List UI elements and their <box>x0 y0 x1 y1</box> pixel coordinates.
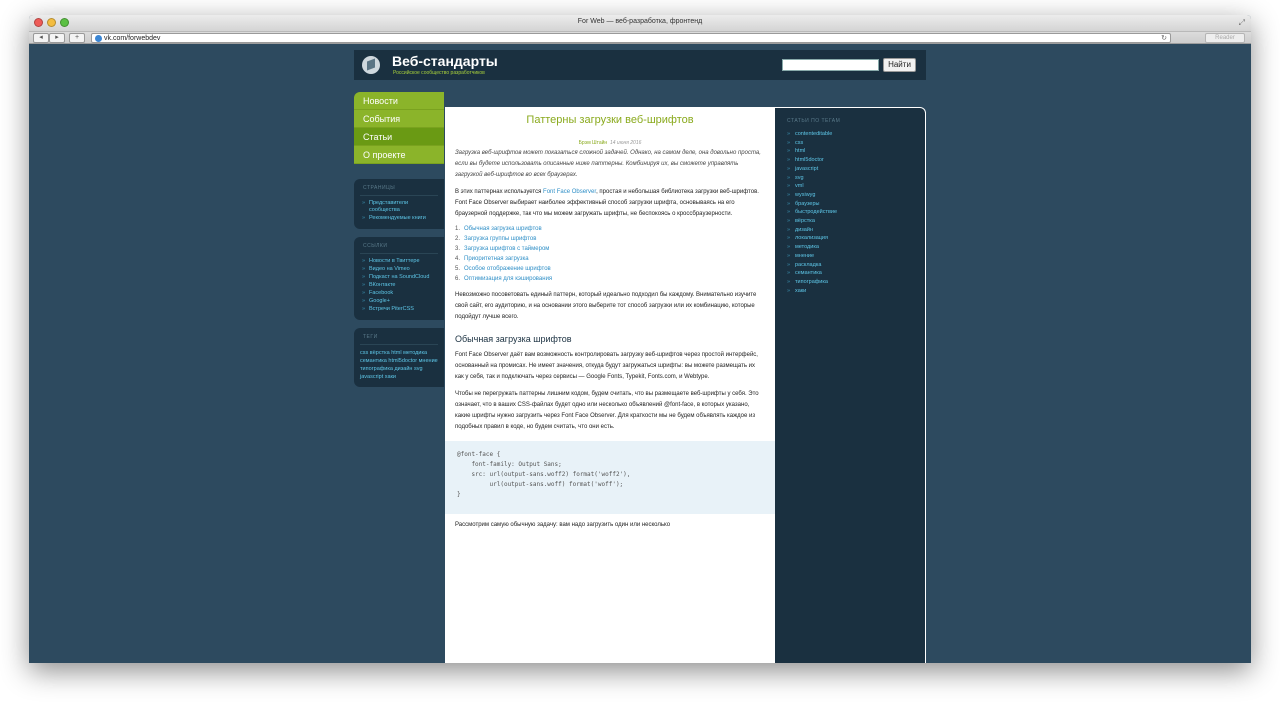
toc-item[interactable]: 6. Оптимизация для кэширования <box>455 276 553 282</box>
article <box>445 107 775 663</box>
reader-button[interactable]: Reader <box>1205 33 1245 43</box>
article-date: 14 июня 2016 <box>609 140 642 146</box>
tag-link[interactable]: » раскладка <box>787 261 913 270</box>
tag-link[interactable]: » contenteditable <box>787 130 913 139</box>
toc-item[interactable]: 4. Приоритетная загрузка <box>455 256 529 262</box>
links-link[interactable]: » Facebook <box>360 290 438 297</box>
right-sidebar <box>775 107 926 663</box>
site-title[interactable]: Веб-стандарты <box>392 53 498 69</box>
nav-articles[interactable]: Статьи <box>354 128 444 146</box>
address-bar[interactable] <box>91 33 1171 43</box>
address-url: vk.com/forwebdev <box>104 35 161 42</box>
links-box <box>354 237 444 320</box>
tag-link[interactable]: » css <box>787 139 913 148</box>
tags-box <box>354 328 444 387</box>
back-button[interactable]: ◂ <box>33 33 49 43</box>
toc-item[interactable]: 1. Обычная загрузка шрифтов <box>455 226 542 232</box>
tag-link[interactable]: » дизайн <box>787 226 913 235</box>
article-title: Паттерны загрузки веб-шрифтов <box>526 114 694 126</box>
tag-link[interactable]: » html <box>787 147 913 156</box>
tag-cloud[interactable]: css вёрстка html методика семантика html5doctor мнение типографика дизайн svg javascript хаки <box>360 350 438 380</box>
article-paragraph: В этих паттернах используется Font Face Observer, простая и небольшая библиотека загрузки веб-шрифтов. Font Face Observer выбирает наиболее эффективный способ загрузки шрифта, основываясь на его браузерной поддержке, так что мы можем загружать шрифты, не беспокоясь о кроссбраузерности. <box>455 189 759 217</box>
left-sidebar <box>354 92 444 387</box>
tag-link[interactable]: » быстродействие <box>787 208 913 217</box>
web-page <box>29 45 1251 663</box>
nav-news[interactable]: Новости <box>354 92 444 110</box>
links-link[interactable]: » Встречи PiterCSS <box>360 306 438 313</box>
tag-link[interactable]: » методика <box>787 243 913 252</box>
forward-button[interactable]: ▸ <box>49 33 65 43</box>
links-link[interactable]: » Подкаст на SoundCloud <box>360 274 438 281</box>
article-paragraph: Рассмотрим самую обычную задачу: вам надо загрузить один или несколько <box>455 522 671 528</box>
nav-about[interactable]: О проекте <box>354 146 444 164</box>
pages-link[interactable]: » Рекомендуемые книги <box>360 215 438 222</box>
pages-box <box>354 179 444 229</box>
tags-sidebar-title: СТАТЬИ ПО ТЕГАМ <box>787 118 841 124</box>
article-lead: Загрузка веб-шрифтов может показаться сложной задачей. Однако, на самом деле, она довольно проста, если вы будете использовать описанные ниже паттерны. Комбинируя их, вы сможете управлять загрузкой веб-шрифтов во всех браузерах. <box>455 150 761 178</box>
toc-item[interactable]: 2. Загрузка группы шрифтов <box>455 236 537 242</box>
article-author[interactable]: Брэм Штайн <box>578 140 608 146</box>
article-meta <box>445 140 775 146</box>
pages-box-title: СТРАНИЦЫ <box>360 183 438 196</box>
title-bar <box>29 15 1251 32</box>
site-subtitle: Российское сообщество разработчиков <box>393 70 485 76</box>
search-input[interactable] <box>782 59 879 71</box>
globe-icon <box>95 35 102 42</box>
section-heading: Обычная загрузка шрифтов <box>455 334 572 344</box>
tag-link[interactable]: » локализация <box>787 234 913 243</box>
links-link[interactable]: » ВКонтакте <box>360 282 438 289</box>
code-block: @font-face { font-family: Output Sans; src: url(output-sans.woff2) format('woff2'), url(output-sans.woff) format('woff'); } <box>445 441 775 514</box>
article-paragraph: Невозможно посоветовать единый паттерн, который идеально подходил бы каждому. Внимательно изучите свой сайт, его аудиторию, и на основании этого выберите тот способ загрузки или их комбинацию, которые подойдут лучше всего. <box>455 292 757 320</box>
tag-link[interactable]: » svg <box>787 174 913 183</box>
tag-link[interactable]: » javascript <box>787 165 913 174</box>
tag-link[interactable]: » вёрстка <box>787 217 913 226</box>
article-paragraph: Font Face Observer даёт вам возможность контролировать загрузку веб-шрифтов через простой интерфейс, основанный на промисах. Не имеет значения, откуда будут загружаться шрифты: вы можете размещать их как у себя, так и подключать через сервисы — Google Fonts, Typekit, Fonts.com, и Webtype. <box>455 352 758 380</box>
tag-link[interactable]: » vml <box>787 182 913 191</box>
fullscreen-icon[interactable]: ⤢ <box>1238 18 1245 27</box>
browser-window <box>29 15 1251 663</box>
window-title: For Web — веб-разработка, фронтенд <box>577 18 703 25</box>
links-link[interactable]: » Google+ <box>360 298 438 305</box>
reload-icon[interactable]: ↻ <box>1161 35 1167 42</box>
tag-link[interactable]: » типографика <box>787 278 913 287</box>
links-link[interactable]: » Видео на Vimeo <box>360 266 438 273</box>
site-logo-icon[interactable] <box>362 56 380 74</box>
tags-box-title: ТЕГИ <box>360 332 438 345</box>
toc-item[interactable]: 3. Загрузка шрифтов с таймером <box>455 246 550 252</box>
tag-link[interactable]: » браузеры <box>787 200 913 209</box>
tag-link[interactable]: » семантика <box>787 269 913 278</box>
ffo-link[interactable]: Font Face Observer <box>543 189 597 195</box>
pages-link[interactable]: » Представители сообщества <box>360 200 438 214</box>
links-link[interactable]: » Новости в Твиттере <box>360 258 438 265</box>
tag-link[interactable]: » мнение <box>787 252 913 261</box>
browser-toolbar <box>29 32 1251 44</box>
search-button[interactable]: Найти <box>883 58 916 72</box>
nav-events[interactable]: События <box>354 110 444 128</box>
links-box-title: ССЫЛКИ <box>360 241 438 254</box>
tag-link[interactable]: » хаки <box>787 287 913 296</box>
tag-link[interactable]: » html5doctor <box>787 156 913 165</box>
article-paragraph: Чтобы не перегружать паттерны лишним кодом, будем считать, что вы размещаете веб-шрифты у себя. Это означает, что в ваших CSS-файлах будет одно или несколько объявлений @font-face, в которых указано, какие шрифты нужно загрузить через Font Face Observer. Для краткости мы не будем объявлять каждое из подобных правил в коде, но будем считать, что они есть. <box>455 391 759 430</box>
toc-list <box>445 224 775 284</box>
toc-item[interactable]: 5. Особое отображение шрифтов <box>455 266 551 272</box>
add-bookmark-button[interactable]: + <box>69 33 85 43</box>
tag-link[interactable]: » wysiwyg <box>787 191 913 200</box>
site-header <box>354 50 926 80</box>
